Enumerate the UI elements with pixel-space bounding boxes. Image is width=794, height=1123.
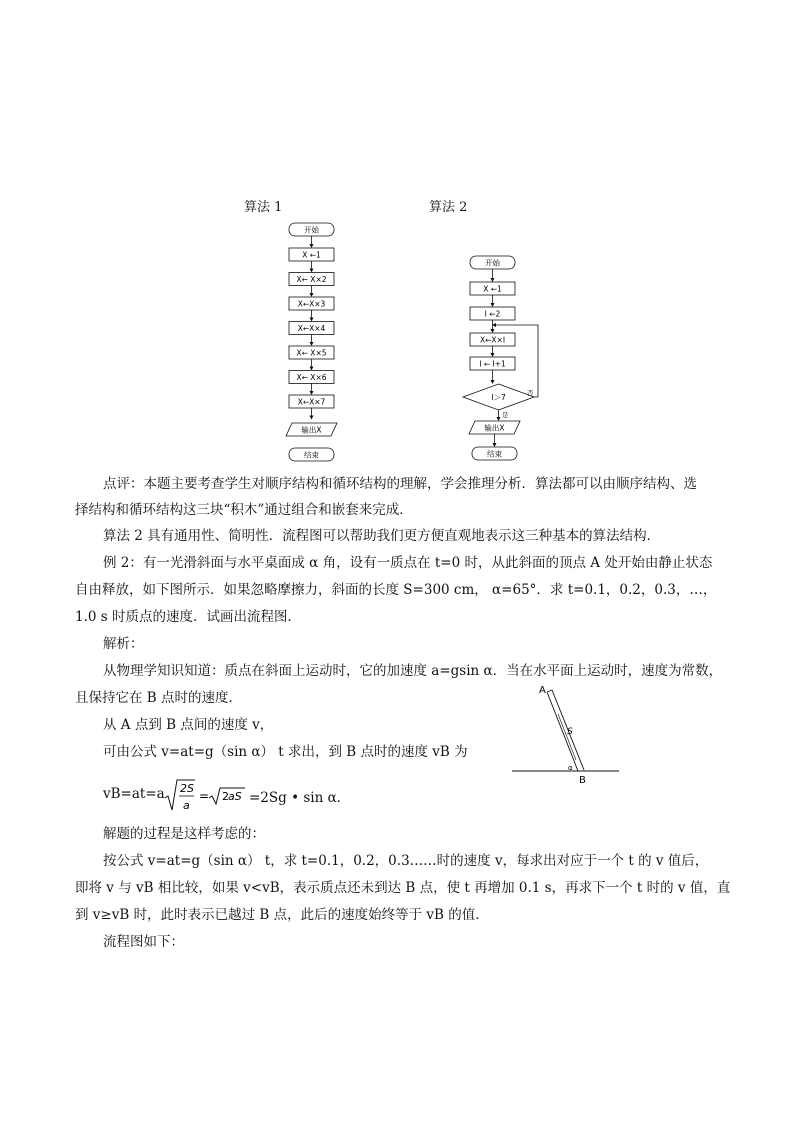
- flow1-end: [289, 448, 334, 461]
- flowchart-algorithm-2: [458, 252, 548, 466]
- flowchart-intro: 流程图如下：: [103, 934, 184, 950]
- flow1-step-3: [289, 297, 334, 310]
- svg-text:X← X×6: X← X×6: [296, 373, 327, 382]
- flow2-step-x-init: [470, 282, 515, 295]
- svg-text:I＞7: I＞7: [491, 393, 506, 402]
- svg-text:2: 2: [222, 790, 229, 803]
- formula-tail: =2Sg • sin α．: [249, 790, 351, 806]
- flow2-yes-label: 是: [502, 411, 509, 419]
- svg-text:X←X×7: X←X×7: [297, 397, 326, 407]
- flow2-output: [469, 421, 520, 434]
- flowchart-algorithm-1: [280, 220, 350, 465]
- analysis-line-2: 且保持它在 B 点时的速度．: [75, 690, 243, 706]
- formula-lead: vB=at=a: [103, 786, 165, 802]
- caption-algorithm-1: 算法 1: [244, 200, 283, 215]
- process-line-2: 即将 v 与 vB 相比较，如果 v<vB，表示质点还未到达 B 点，使 t 再增加 0.1 s，再求下一个 t 时的 v 值，直: [75, 880, 731, 896]
- flow1-step-1: [289, 248, 334, 261]
- flow1-step-2: [289, 273, 334, 286]
- flow2-start: [470, 256, 515, 269]
- svg-text:=: =: [199, 789, 210, 803]
- algorithm-2-note: 算法 2 具有通用性、简明性．流程图可以帮助我们更方便直观地表示这三种基本的算法结构．: [103, 528, 661, 544]
- point-b-label: B: [579, 775, 586, 786]
- flow1-step-5: [289, 346, 334, 359]
- flow1-step-4: [289, 322, 334, 335]
- flow2-step-i-init: [470, 307, 515, 320]
- svg-text:I ←2: I ←2: [484, 309, 501, 319]
- caption-algorithm-2: 算法 2: [429, 200, 468, 215]
- comment-line-1: 点评：本题主要考查学生对顺序结构和循环结构的理解，学会推理分析．算法都可以由顺序结构、选: [103, 476, 697, 492]
- flow2-step-multiply: [470, 333, 515, 346]
- svg-text:X← X×2: X← X×2: [296, 275, 327, 284]
- svg-text:开始: 开始: [304, 225, 319, 235]
- svg-text:a: a: [183, 799, 190, 812]
- flow2-end: [472, 447, 517, 460]
- example-2-line-1: 例 2：有一光滑斜面与水平桌面成 α 角，设有一质点在 t=0 时，从此斜面的顶点 A 处开始由静止状态: [103, 555, 713, 571]
- analysis-line-1: 从物理学知识知道：质点在斜面上运动时，它的加速度 a=gsin α．当在水平面上运动时，速度为常数，: [103, 663, 723, 679]
- svg-text:I ← I+1: I ← I+1: [479, 359, 506, 369]
- svg-text:输出X: 输出X: [484, 423, 505, 433]
- svg-text:2S: 2S: [180, 782, 194, 795]
- example-2-line-2: 自由释放，如下图所示．如果忽略摩擦力，斜面的长度 S=300 cm， α=65°．求 t=0.1，0.2，0.3，…，: [75, 582, 717, 598]
- process-heading: 解题的过程是这样考虑的：: [103, 826, 265, 842]
- formula-radicals: [165, 776, 247, 816]
- svg-text:X←X×I: X←X×I: [479, 335, 506, 345]
- process-line-1: 按公式 v=at=g（sin α） t，求 t=0.1，0.2，0.3……时的速度 v，每求出对应于一个 t 的 v 值后，: [103, 853, 709, 869]
- flow1-start: [289, 223, 334, 236]
- svg-text:X←X×4: X←X×4: [297, 324, 326, 333]
- svg-text:X ←1: X ←1: [483, 284, 502, 294]
- comment-line-2: 择结构和循环结构这三块“积木”通过组合和嵌套来完成．: [75, 502, 413, 518]
- flow2-no-label: 否: [527, 389, 534, 397]
- svg-text:结束: 结束: [304, 450, 319, 460]
- point-a-label: A: [539, 685, 546, 696]
- analysis-line-3: 从 A 点到 B 点间的速度 v，: [103, 717, 274, 733]
- svg-text:aS: aS: [228, 790, 242, 803]
- svg-text:结束: 结束: [487, 449, 502, 459]
- incline-diagram: [505, 680, 625, 790]
- flow1-output: [286, 423, 337, 436]
- svg-text:X←X×3: X←X×3: [297, 299, 326, 309]
- svg-text:X← X×5: X← X×5: [296, 348, 327, 358]
- svg-text:开始: 开始: [485, 258, 500, 268]
- example-2-line-3: 1.0 s 时质点的速度．试画出流程图．: [75, 609, 301, 625]
- analysis-line-4: 可由公式 v=at=g（sin α） t 求出，到 B 点时的速度 vB 为: [103, 744, 468, 760]
- flow2-step-increment: [470, 357, 515, 370]
- angle-alpha-label: α: [568, 764, 573, 772]
- process-line-3: 到 v≥vB 时，此时表示已越过 B 点，此后的速度始终等于 vB 的值．: [75, 907, 489, 923]
- svg-text:X ←1: X ←1: [302, 250, 321, 260]
- svg-text:输出X: 输出X: [301, 425, 322, 435]
- flow1-step-6: [289, 371, 334, 384]
- flow2-decision: [463, 384, 534, 410]
- length-s-label: S: [567, 727, 573, 737]
- analysis-heading: 解析：: [103, 636, 144, 652]
- flow1-step-7: [289, 395, 334, 408]
